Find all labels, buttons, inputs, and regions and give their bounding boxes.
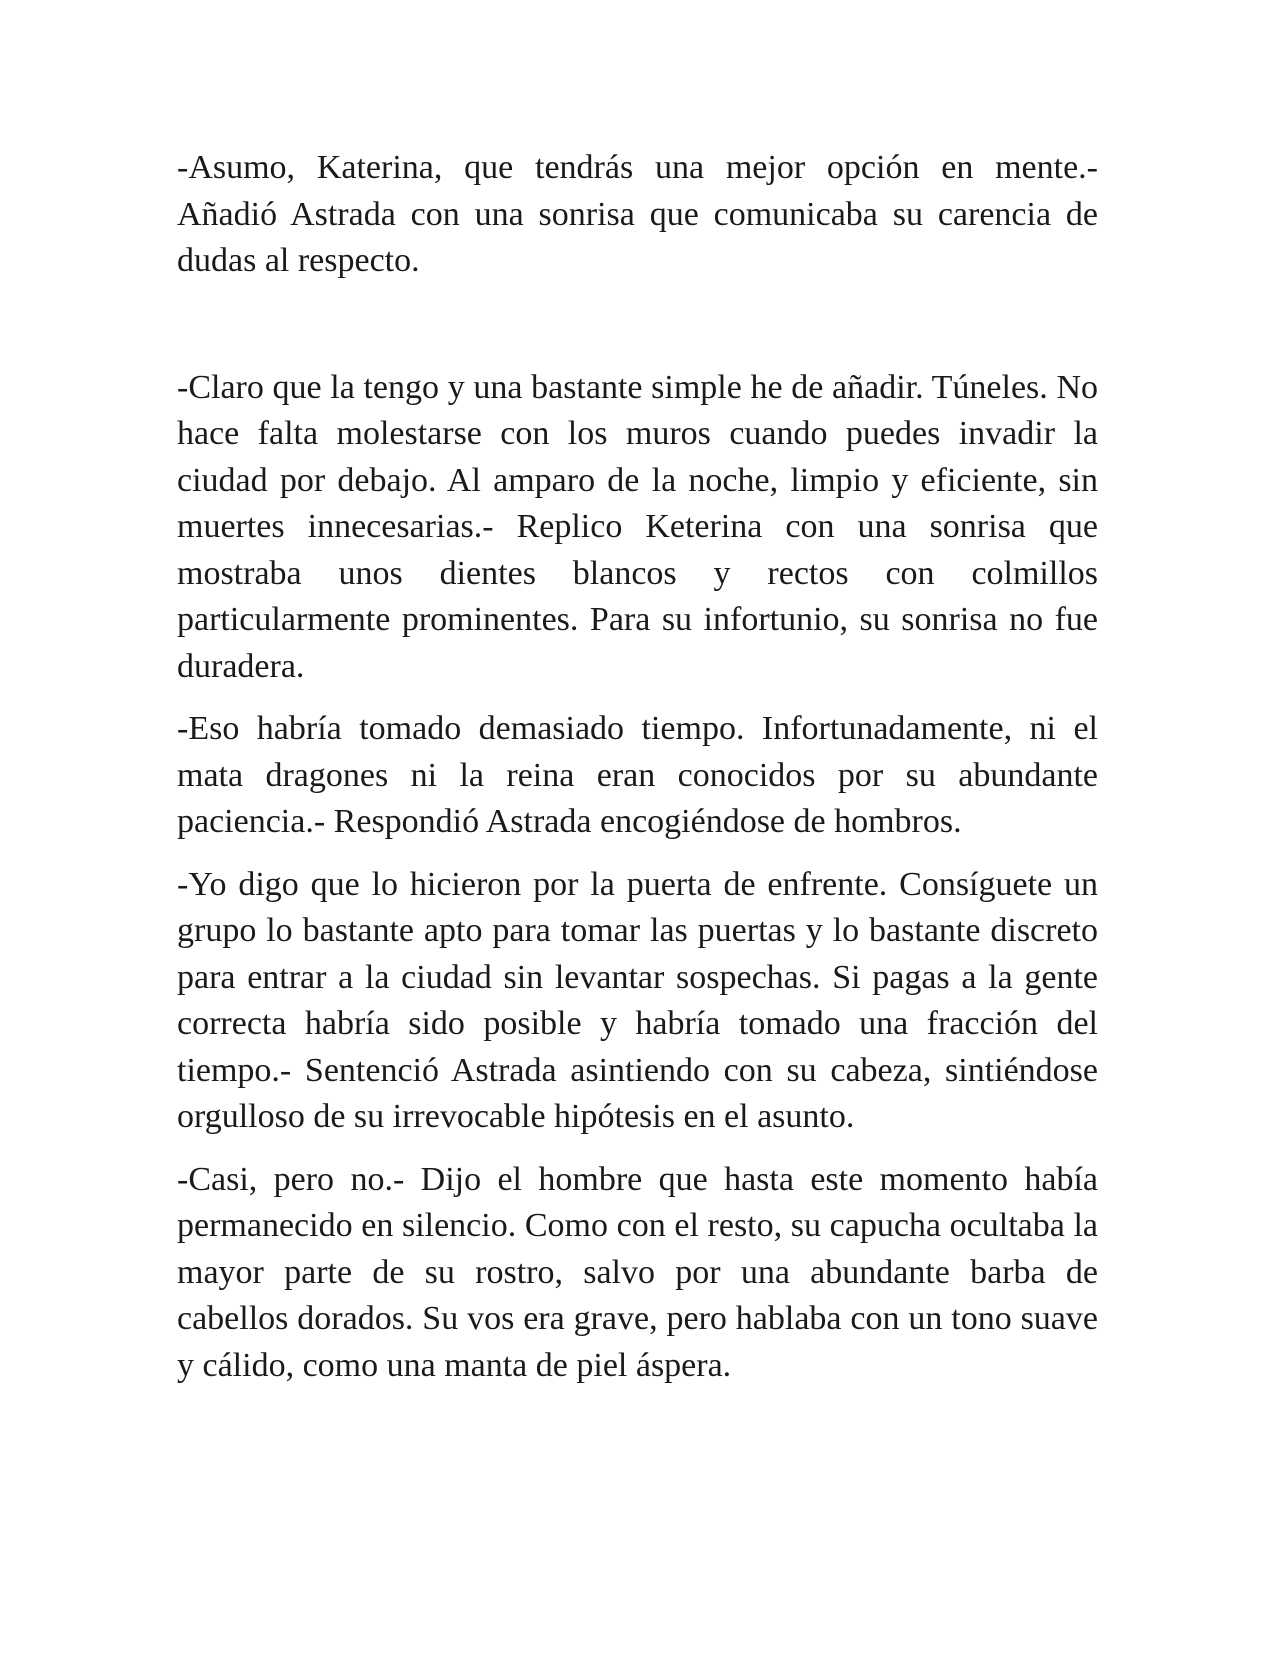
document-body: [177, 145, 1098, 1405]
paragraph-5: -Casi, pero no.- Dijo el hombre que hasta este momento había permanecido en silencio. Como con el resto, su capucha ocultaba la mayor parte de su rostro, salvo por una abundante barba de cabellos dorados. Su vos era grave, pero hablaba con un tono suave y cálido, como una manta de piel áspera.: [177, 1160, 1098, 1384]
paragraph-4: -Yo digo que lo hicieron por la puerta de enfrente. Consíguete un grupo lo bastante apto para tomar las puertas y lo bastante discreto para entrar a la ciudad sin levantar sospechas. Si pagas a la gente correcta habría sido posible y habría tomado una fracción del tiempo.- Sentenció Astrada asintiendo con su cabeza, sintiéndose orgulloso de su irrevocable hipótesis en el asunto.: [177, 865, 1098, 1135]
paragraph-3: -Eso habría tomado demasiado tiempo. Infortunadamente, ni el mata dragones ni la reina eran conocidos por su abundante paciencia.- Respondió Astrada encogiéndose de hombros.: [177, 710, 1098, 840]
paragraph-1: -Asumo, Katerina, que tendrás una mejor opción en mente.- Añadió Astrada con una sonrisa que comunicaba su carencia de dudas al respecto.: [177, 149, 1098, 279]
paragraph-2: -Claro que la tengo y una bastante simple he de añadir. Túneles. No hace falta molestarse con los muros cuando puedes invadir la ciudad por debajo. Al amparo de la noche, limpio y eficiente, sin muertes innecesarias.- Replico Keterina con una sonrisa que mostraba unos dientes blancos y rectos con colmillos particularmente prominentes. Para su infortunio, su sonrisa no fue duradera.: [177, 368, 1098, 685]
